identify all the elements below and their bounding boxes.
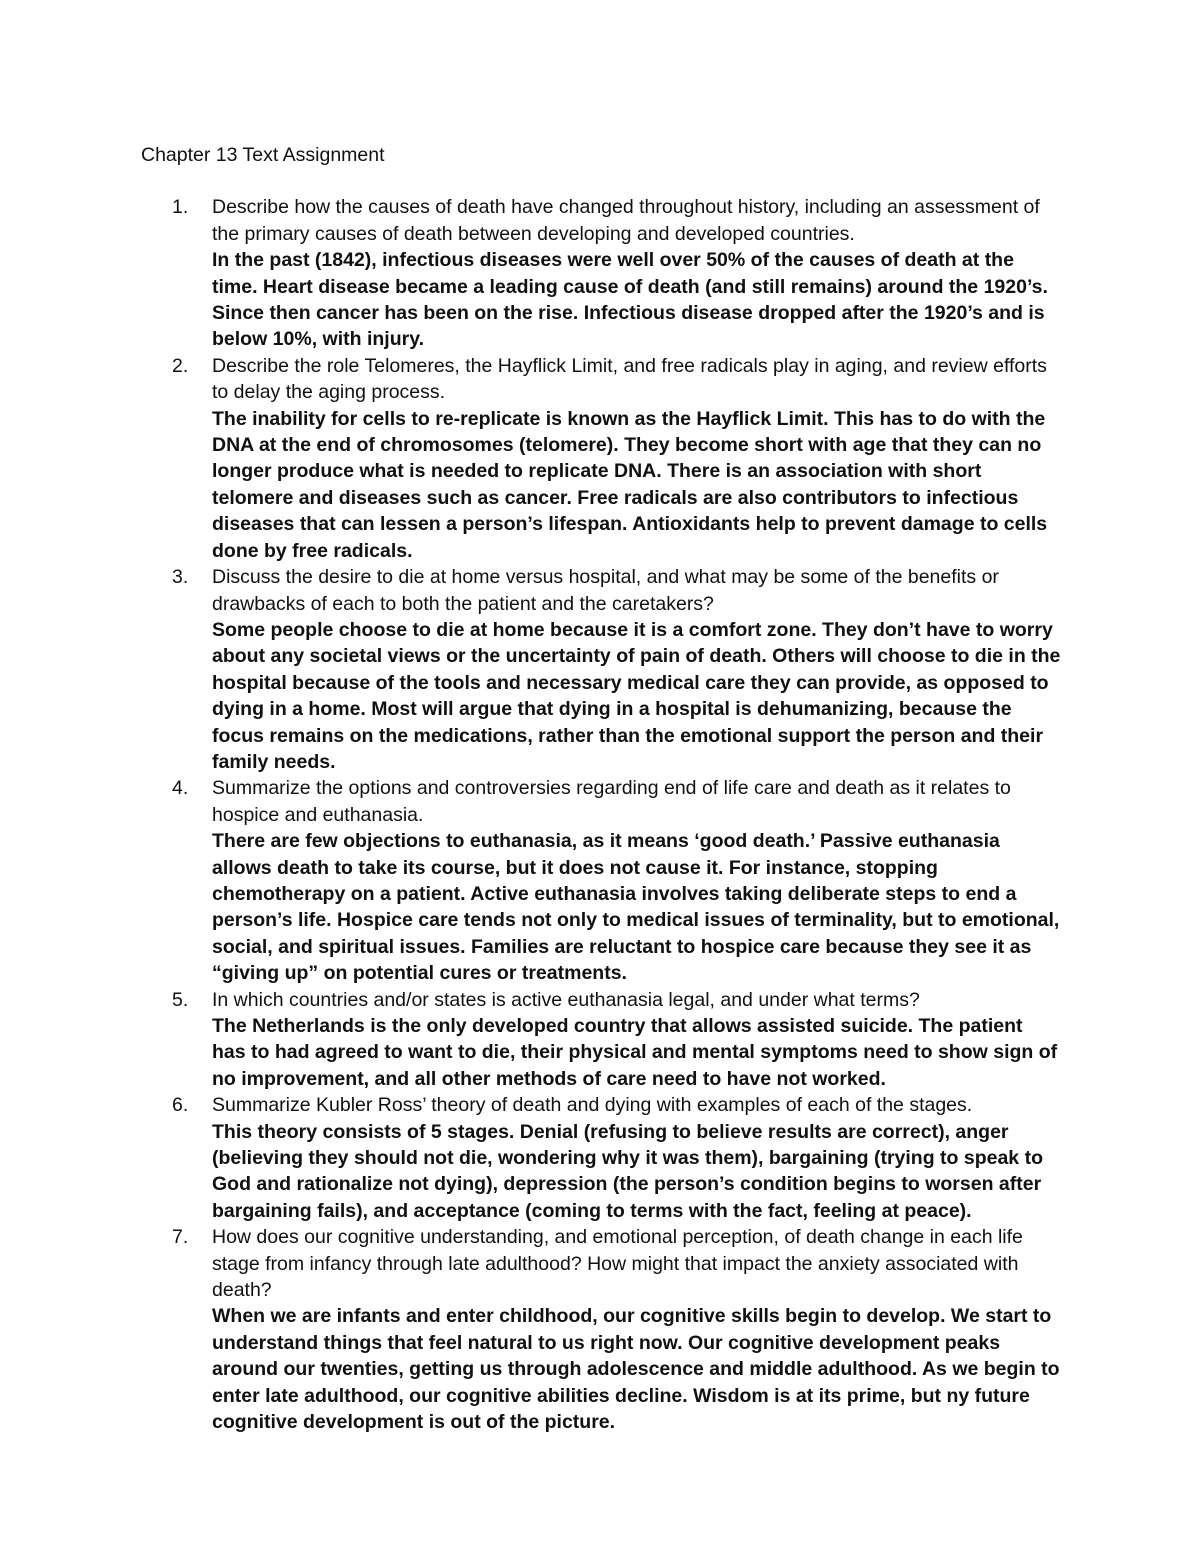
question-list [141,194,1061,1435]
question-number: 5. [172,988,189,1011]
answer-text: The inability for cells to re-replicate is known as the Hayflick Limit. This has to do with the DNA at the end of chromosomes (telomere). They become short with age that they can no longer produce what is needed to replicate DNA. There is an association with short telomere and diseases such as cancer. Free radicals are also contributors to infectious diseases that can lessen a person’s lifespan. Antioxidants help to prevent damage to cells done by free radicals. [212,407,1048,562]
question-text: Discuss the desire to die at home versus hospital, and what may be some of the benefits or drawbacks of each to both the patient and the caretakers? [212,566,999,615]
question-item-5 [141,987,1061,1093]
question-number: 7. [172,1226,189,1249]
question-text: In which countries and/or states is active euthanasia legal, and under what terms? [212,988,920,1011]
question-number: 4. [172,777,189,800]
question-text: How does our cognitive understanding, and emotional perception, of death change in each life stage from infancy through late adulthood? How might that impact the anxiety associated with death? [212,1226,1023,1302]
question-text: Describe the role Telomeres, the Hayflick Limit, and free radicals play in aging, and review efforts to delay the aging process. [212,354,1047,404]
question-number: 6. [172,1094,189,1117]
question-number: 3. [172,566,189,589]
answer-text: The Netherlands is the only developed country that allows assisted suicide. The patient has to had agreed to want to die, their physical and mental symptoms need to show sign of no improvement, and all other methods of care need to have not worked. [212,1015,1058,1090]
document-body [141,142,1061,1436]
question-number: 1. [172,196,189,219]
question-item-3 [141,564,1061,775]
question-text: Describe how the causes of death have changed throughout history, including an assessment of the primary causes of death between developing and developed countries. [212,196,1040,245]
document-title: Chapter 13 Text Assignment [141,144,385,166]
answer-text: This theory consists of 5 stages. Denial (refusing to believe results are correct), anger (believing they should not die, wondering why it was them), bargaining (trying to speak to God and rationalize not dying), depression (the person’s condition begins to worsen after bargaining fails), and acceptance (coming to terms with the fact, feeling at peace). [212,1120,1043,1222]
answer-text: Some people choose to die at home because it is a comfort zone. They don’t have to worry about any societal views or the uncertainty of pain of death. Others will choose to die in the hospital because of the tools and necessary medical care they can provide, as opposed to dying in a home. Most will argue that dying in a hospital is dehumanizing, because the focus remains on the medications, rather than the emotional support the person and their family needs. [212,618,1061,773]
question-item-6 [141,1092,1061,1224]
question-text: Summarize the options and controversies regarding end of life care and death as it relates to hospice and euthanasia. [212,777,1011,826]
question-text: Summarize Kubler Ross’ theory of death and dying with examples of each of the stages. [212,1094,973,1117]
question-item-1 [141,194,1061,352]
answer-text: In the past (1842), infectious diseases were well over 50% of the causes of death at the time. Heart disease became a leading cause of death (and still remains) around the 1920’s. Since then cancer has been on the rise. Infectious disease dropped after the 1920’s and is below 10%, with injury. [212,249,1048,351]
answer-text: There are few objections to euthanasia, as it means ‘good death.’ Passive euthanasia allows death to take its course, but it does not cause it. For instance, stopping chemotherapy on a patient. Active euthanasia involves taking deliberate steps to end a person’s life. Hospice care tends not only to medical issues of terminality, but to emotional, social, and spiritual issues. Families are reluctant to hospice care because they see it as “giving up” on potential cures or treatments. [212,830,1060,985]
question-item-7 [141,1224,1061,1435]
answer-text: When we are infants and enter childhood, our cognitive skills begin to develop. We start to understand things that feel natural to us right now. Our cognitive development peaks around our twenties, getting us through adolescence and middle adulthood. As we begin to enter late adulthood, our cognitive abilities decline. Wisdom is at its prime, but ny future cognitive development is out of the picture. [212,1305,1060,1434]
question-number: 2. [172,354,189,377]
question-item-4 [141,775,1061,986]
question-item-2 [141,353,1061,564]
